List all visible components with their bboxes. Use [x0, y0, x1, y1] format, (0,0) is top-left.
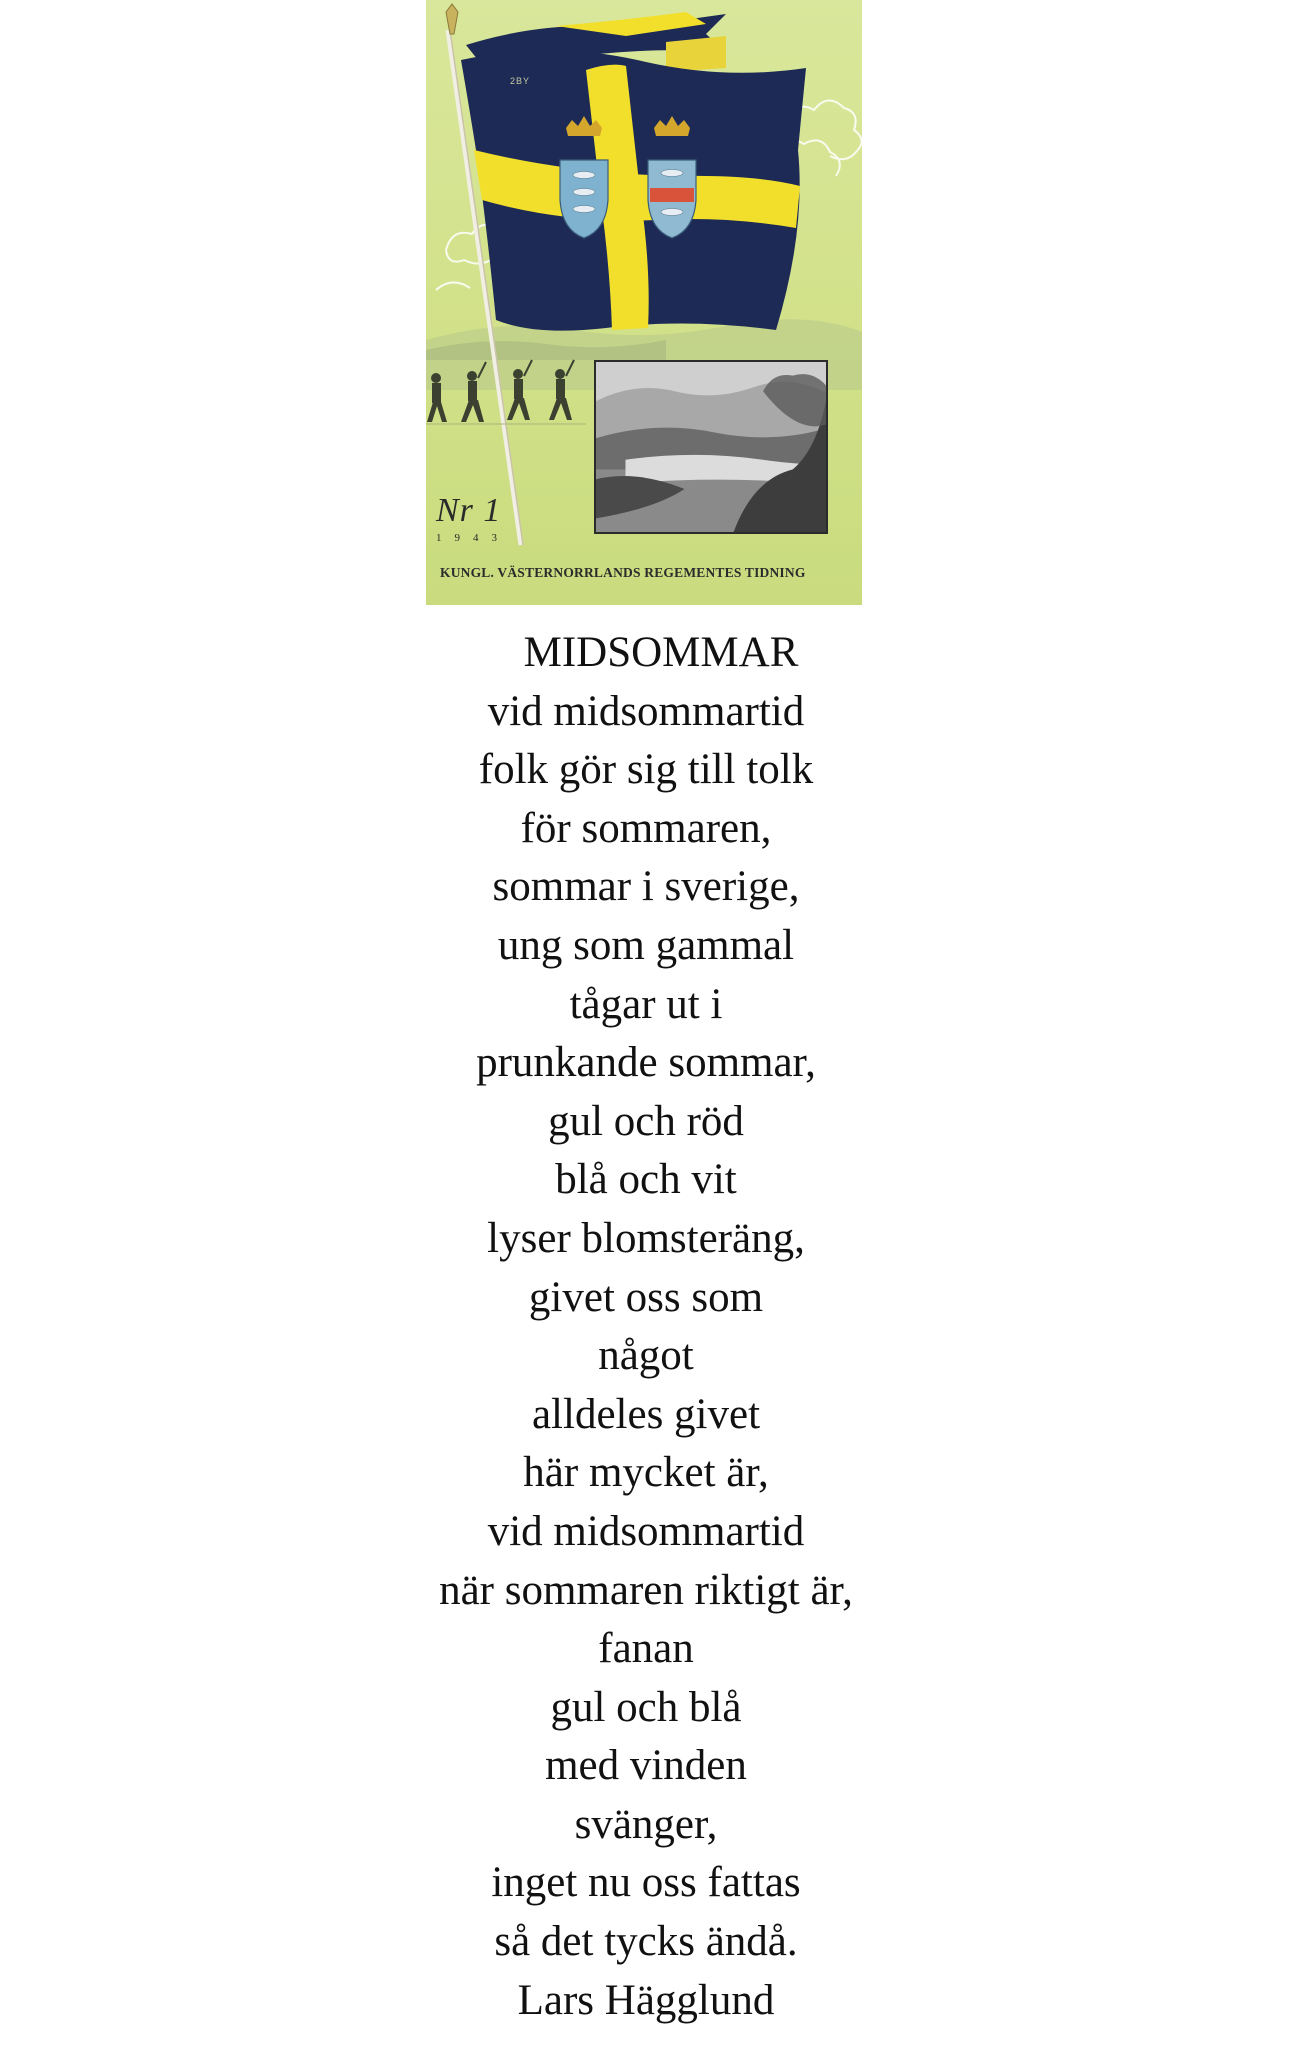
issue-number: Nr 1 [436, 492, 502, 529]
poem-line: ung som gammal [497, 921, 795, 969]
poem-author: Lars Hägglund [517, 1976, 775, 2024]
poem-line: något [598, 1332, 694, 1380]
poem-line: vid midsommartid [487, 687, 805, 735]
poem-line: lyser blomsteräng, [487, 1214, 805, 1262]
poem-line: prunkande sommar, [476, 1039, 816, 1087]
landscape-photo [594, 360, 828, 534]
poem-line: gul och blå [550, 1683, 742, 1731]
poem-line: när sommaren riktigt är, [439, 1566, 853, 1614]
poem-title: MIDSOMMAR [523, 629, 799, 676]
poem-line: för sommaren, [520, 804, 772, 852]
poem-line: här mycket är, [523, 1449, 769, 1497]
issue-year: 1943 [436, 532, 510, 544]
poem-line: tågar ut i [569, 980, 723, 1028]
poem-line: inget nu oss fattas [491, 1859, 801, 1907]
poem-line: folk gör sig till tolk [478, 746, 814, 794]
poem-line: vid midsommartid [487, 1507, 805, 1555]
poem-line: så det tycks ändå. [494, 1918, 798, 1966]
publication-masthead: KUNGL. VÄSTERNORRLANDS REGEMENTES TIDNING [440, 565, 806, 580]
poem-line: svänger, [574, 1800, 718, 1848]
poem-line: sommar i sverige, [492, 863, 800, 911]
poem-line: med vinden [545, 1742, 747, 1790]
poem-line: givet oss som [528, 1273, 764, 1321]
poem-line: blå och vit [555, 1156, 737, 1204]
flag-code-label: 2BY [510, 76, 531, 86]
magazine-cover [426, 0, 862, 605]
poem-line: alldeles givet [531, 1390, 761, 1438]
poem-line: gul och röd [548, 1097, 744, 1145]
poem-line: fanan [598, 1625, 694, 1673]
poem [330, 624, 962, 2030]
